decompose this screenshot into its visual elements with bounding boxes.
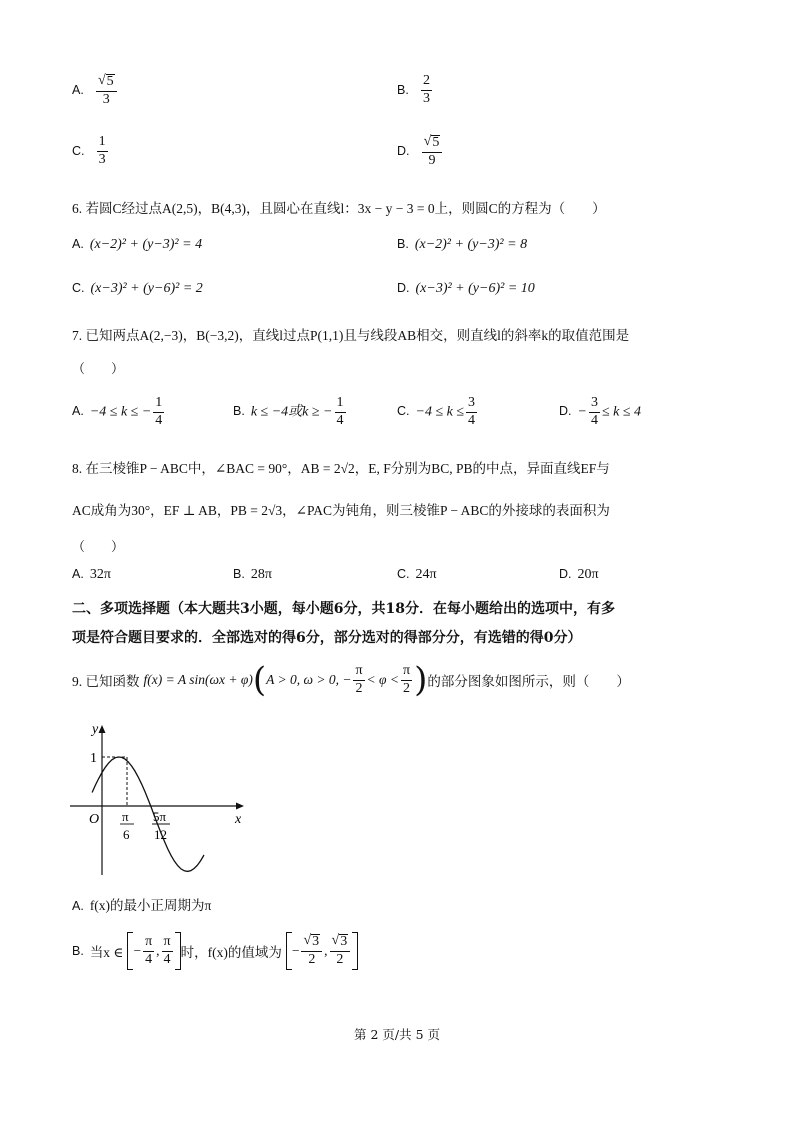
origin-label: O	[89, 812, 100, 827]
stem-text: 的部分图象如图所示，则（ ）	[427, 674, 630, 689]
q5-option-a	[72, 74, 119, 107]
numerator: 1	[335, 396, 346, 413]
q8-stem-line2: AC成角为30°，EF ⊥ AB，PB = 2√3，∠PAC为钝角，则三棱锥P − ABC的外接球的表面积为	[72, 503, 610, 518]
option-label: A.	[72, 237, 84, 251]
option-label: B.	[72, 944, 84, 958]
denominator: 4	[468, 412, 476, 428]
numerator: π	[401, 664, 412, 681]
section-header-line2: 项是符合题目要求的．全部选对的得6分，部分选对的得部分分，有选错的得0分）	[72, 630, 582, 646]
denominator: 2	[403, 680, 411, 696]
tick-label-5pi-12-den: 12	[154, 827, 167, 842]
numerator: 3	[589, 396, 600, 413]
q7-stem: 7. 已知两点A(2,−3)，B(−3,2)，直线l过点P(1,1)且与线段AB相交，则直线l的斜率k的取值范围是	[72, 328, 630, 343]
option-label: D.	[397, 144, 410, 159]
denominator: 2	[355, 680, 363, 696]
option-label: B.	[397, 237, 409, 251]
option-text: 时，f(x)的值域为	[180, 945, 282, 960]
left-paren: (	[252, 660, 267, 700]
q6-option-a	[72, 237, 202, 253]
option-text: −4 ≤ k ≤ −	[89, 404, 152, 420]
option-text: (x−2)² + (y−3)² = 4	[89, 237, 203, 252]
q6-option-d	[397, 281, 535, 297]
q7-option-d	[559, 396, 641, 428]
option-text: (x−3)² + (y−6)² = 10	[415, 281, 535, 296]
denominator: 4	[155, 412, 163, 428]
y-axis	[99, 725, 106, 875]
numerator: π	[353, 664, 364, 681]
option-text: k ≤ −4或k ≥ −	[250, 404, 333, 420]
option-label: B.	[233, 404, 245, 419]
condition-text: A > 0, ω > 0, −	[266, 672, 352, 687]
denominator: 9	[428, 152, 436, 168]
option-label: C.	[397, 404, 410, 419]
q9-option-a	[72, 894, 211, 914]
q7-paren: （ ）	[72, 361, 125, 376]
option-text: 32π	[89, 567, 111, 582]
numerator: 1	[153, 396, 164, 413]
tick-label-pi-6-num: π	[122, 809, 129, 824]
sine-graph	[64, 715, 254, 880]
q9-stem	[72, 660, 630, 700]
q8-option-c	[397, 567, 437, 583]
right-bracket	[352, 932, 358, 970]
denominator: 3	[422, 90, 430, 106]
denominator: 4	[336, 412, 344, 428]
sine-curve	[92, 757, 204, 871]
option-text: 24π	[415, 567, 437, 582]
q7-option-a	[72, 396, 166, 428]
q8-paren: （ ）	[72, 539, 125, 554]
option-text: (x−3)² + (y−6)² = 2	[90, 281, 203, 296]
section-header-line1: 二、多项选择题（本大题共3小题，每小题6分，共18分．在每小题给出的选项中，有多	[72, 601, 615, 617]
option-label: D.	[559, 404, 572, 419]
option-label: B.	[397, 82, 409, 97]
option-label: A.	[72, 404, 84, 419]
tick-label-pi-6-den: 6	[123, 827, 130, 842]
q5-option-d	[397, 135, 444, 168]
option-text: 20π	[577, 567, 599, 582]
option-text: (x−2)² + (y−3)² = 8	[414, 237, 528, 252]
denominator: 2	[336, 952, 344, 967]
option-text: ≤ k ≤ 4	[601, 404, 642, 420]
denominator: 4	[590, 412, 598, 428]
option-text: f(x)的最小正周期为π	[89, 898, 212, 913]
radicand: 3	[340, 934, 348, 950]
q5-option-c	[72, 135, 110, 167]
q8-stem-line1: 8. 在三棱锥P − ABC中，∠BAC = 90°，AB = 2√2，E, F分别为BC, PB的中点，异面直线EF与	[72, 461, 610, 476]
option-label: A.	[72, 899, 84, 913]
q9-option-b: B. 当x ∈ − $\frac{\pi}{4}$ , $\frac{\pi}{4}$ 时，f(x)的值域为 − √ 3 2 , √ 3 2	[72, 932, 358, 970]
option-label: B.	[233, 567, 245, 581]
y-label: y	[92, 722, 99, 737]
option-text: 当x ∈	[89, 945, 124, 960]
q8-option-b	[233, 567, 272, 583]
numerator: π	[162, 935, 173, 952]
tick-label-5pi-12-num: 5π	[153, 809, 167, 824]
option-label: C.	[72, 281, 85, 295]
q6-stem: 6. 若圆C经过点A(2,5)，B(4,3)，且圆心在直线l：3x − y − 3 = 0上，则圆C的方程为（ ）	[72, 201, 606, 216]
option-text: −	[577, 404, 587, 420]
q8-option-d	[559, 567, 599, 583]
denominator: 3	[102, 91, 110, 107]
denominator: 2	[308, 952, 316, 967]
option-label: A.	[72, 83, 84, 98]
q5-option-b	[397, 74, 434, 106]
q7-option-c	[397, 396, 479, 428]
x-label: x	[235, 812, 242, 827]
q6-option-b	[397, 237, 527, 253]
option-label: A.	[72, 567, 84, 581]
denominator: 3	[98, 151, 106, 167]
max-value-label: 1	[90, 751, 97, 766]
option-a-fraction: √ 5 3	[96, 74, 117, 107]
option-label: D.	[559, 567, 572, 581]
option-d-fraction: √ 5 9	[422, 135, 443, 168]
option-c-fraction	[97, 135, 108, 167]
stem-text: 9. 已知函数	[72, 674, 140, 689]
denominator: 4	[145, 951, 153, 967]
q6-option-c	[72, 281, 203, 297]
right-paren: )	[414, 660, 428, 700]
numerator: 1	[97, 135, 108, 152]
option-label: D.	[397, 281, 410, 295]
radicand: 3	[312, 934, 320, 950]
page-footer: 第 2 页/共 5 页	[353, 1027, 440, 1042]
option-b-fraction	[421, 74, 432, 106]
radicand: 5	[106, 74, 114, 89]
q7-option-b	[233, 396, 348, 428]
numerator: π	[143, 935, 154, 952]
numerator: 3	[466, 396, 477, 413]
denominator: 4	[163, 951, 171, 967]
radicand: 5	[432, 135, 440, 150]
option-label: C.	[72, 143, 85, 158]
function-expression: f(x) = A sin(ωx + φ)	[143, 672, 253, 687]
q8-option-a	[72, 567, 111, 583]
numerator: 2	[421, 74, 432, 91]
option-text: −4 ≤ k ≤	[415, 404, 465, 420]
option-text: 28π	[250, 567, 272, 582]
condition-text: < φ <	[366, 672, 399, 687]
option-label: C.	[397, 567, 410, 581]
